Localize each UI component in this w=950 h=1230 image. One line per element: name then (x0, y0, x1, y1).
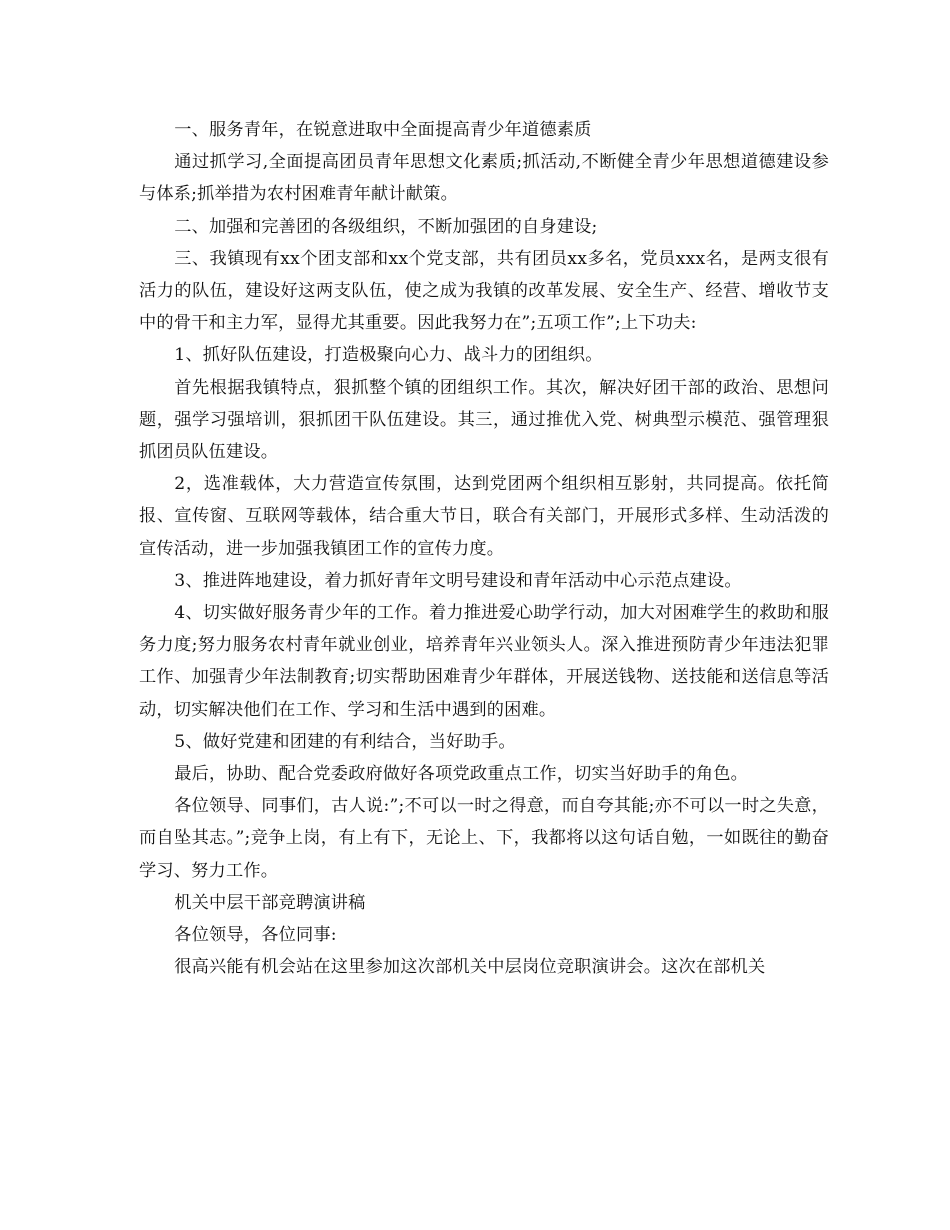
paragraph-section-1-heading: 一、服务青年，在锐意进取中全面提高青少年道德素质 (174, 120, 592, 140)
document-body (139, 114, 829, 983)
paragraph-closing-quote: 各位领导、同事们，古人说:”;不可以一时之得意，而自夸其能;亦不可以一时之失意，而自坠其志。”;竞争上岗，有上有下，无论上、下，我都将以这句话自勉，一如既往的勤奋学习、努力工作。 (139, 796, 829, 881)
paragraph-section-3-teams: 三、我镇现有xx个团支部和xx个党支部，共有团员xx多名，党员xxx名，是两支很有活力的队伍，建设好这两支队伍，使之成为我镇的改革发展、安全生产、经营、增收节支中的骨干和主力军，显得尤其重要。因此我努力在”;五项工作”;上下功夫: (139, 248, 829, 334)
paragraph-item-4: 4、切实做好服务青少年的工作。着力推进爱心助学行动，加大对困难学生的救助和服务力度;努力服务农村青年就业创业，培养青年兴业领头人。深入推进预防青少年违法犯罪工作、加强青少年法制教育;切实帮助困难青少年群体，开展送钱物、送技能和送信息等活动，切实解决他们在工作、学习和生活中遇到的困难。 (139, 603, 829, 720)
paragraph-item-3: 3、推进阵地建设，着力抓好青年文明号建设和青年活动中心示范点建设。 (174, 570, 742, 591)
paragraph-opening: 很高兴能有机会站在这里参加这次部机关中层岗位竞职演讲会。这次在部机关 (174, 957, 766, 978)
paragraph-second-title: 机关中层干部竞聘演讲稿 (174, 892, 366, 913)
paragraph-finally: 最后，协助、配合党委政府做好各项党政重点工作，切实当好助手的角色。 (174, 764, 749, 785)
paragraph-item-5: 5、做好党建和团建的有利结合，当好助手。 (174, 731, 516, 752)
paragraph-item-1-heading: 1、抓好队伍建设，打造极聚向心力、战斗力的团组织。 (174, 345, 603, 366)
paragraph-salutation: 各位领导，各位同事: (174, 925, 337, 946)
paragraph-study-activities: 通过抓学习,全面提高团员青年思想文化素质;抓活动,不断健全青少年思想道德建设参与体系;抓举措为农村困难青年献计献策。 (139, 152, 829, 205)
paragraph-item-2: 2，选准载体，大力营造宣传氛围，达到党团两个组织相互影射，共同提高。依托简报、宣传窗、互联网等载体，结合重大节日，联合有关部门，开展形式多样、生动活泼的宣传活动，进一步加强我镇团工作的宣传力度。 (139, 474, 829, 559)
paragraph-section-2-heading: 二、加强和完善团的各级组织，不断加强团的自身建设; (174, 216, 598, 237)
paragraph-item-1-detail: 首先根据我镇特点，狠抓整个镇的团组织工作。其次，解决好团干部的政治、思想问题，强学习强培训，狠抓团干队伍建设。其三，通过推优入党、树典型示模范、强管理狠抓团员队伍建设。 (139, 377, 829, 463)
